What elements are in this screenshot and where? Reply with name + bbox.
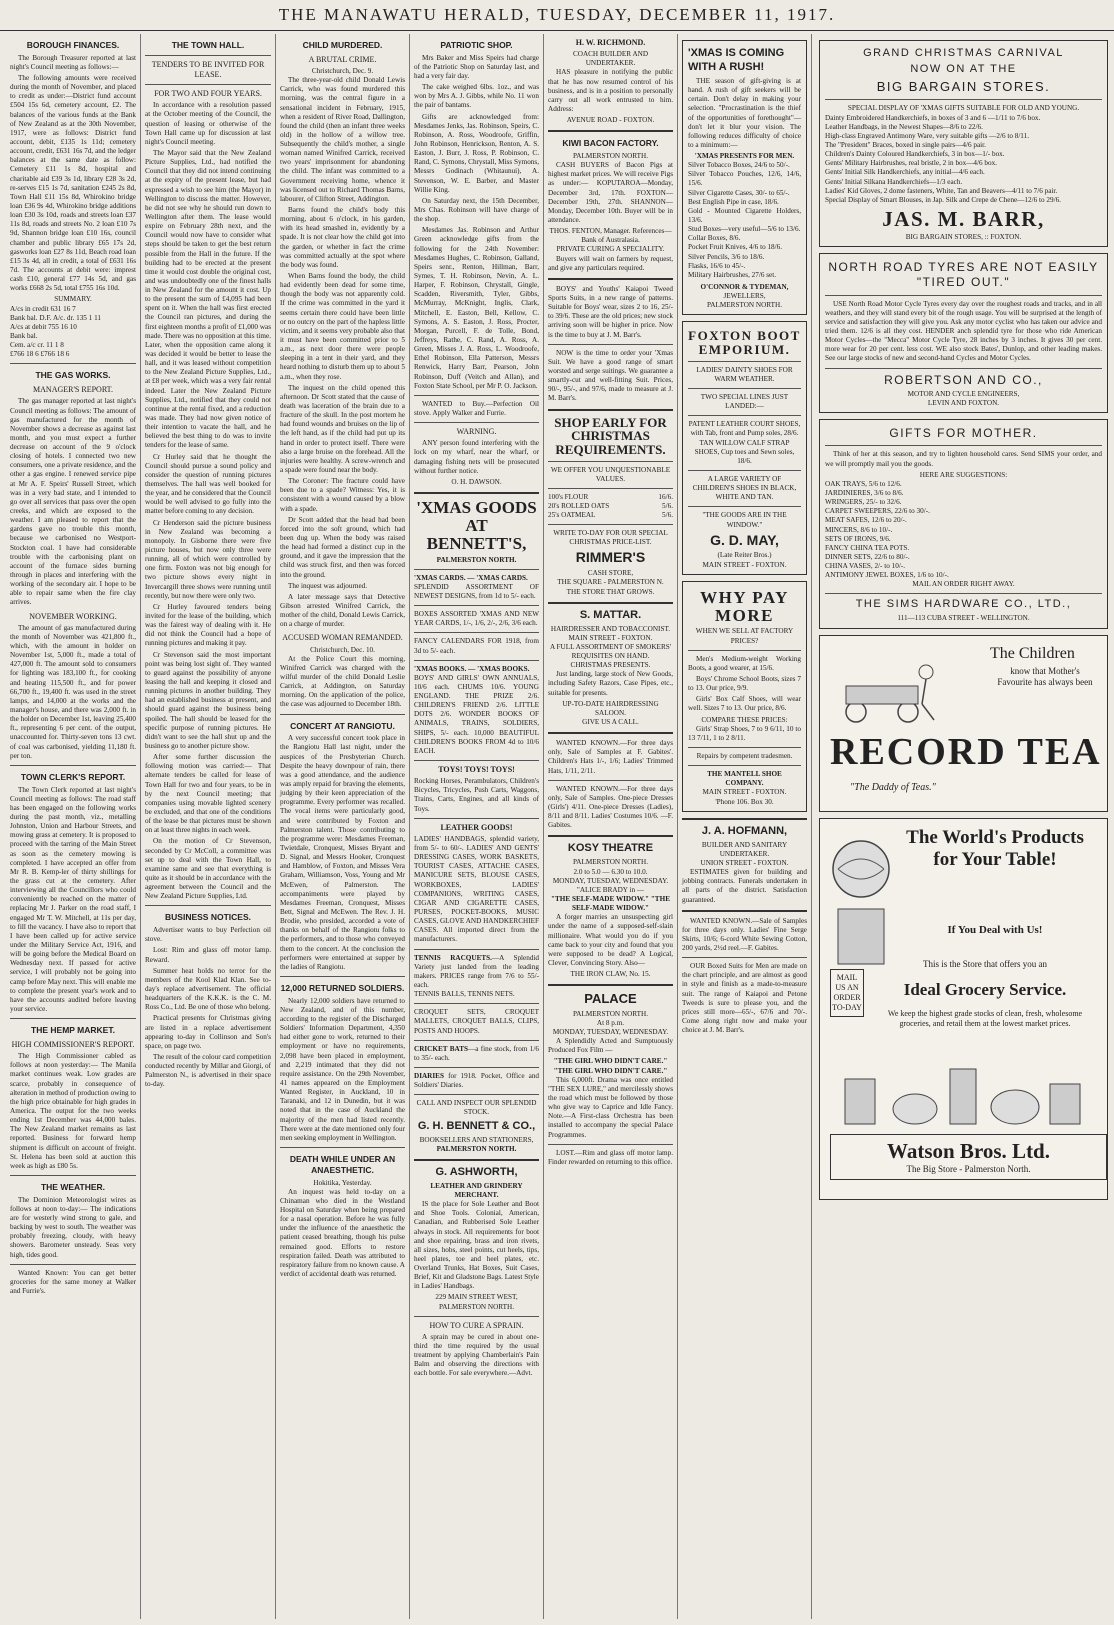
ashworth-address: 229 MAIN STREET WEST, PALMERSTON NORTH.	[435, 1293, 518, 1311]
summary-line: A/cs at debit 755 16 10	[10, 322, 77, 331]
headline-concert: CONCERT AT RANGIOTU.	[290, 720, 395, 731]
oconnor-heading: 'XMAS IS COMING WITH A RUSH!	[688, 47, 785, 73]
ad-subheading: TENNIS RACQUETS.	[414, 953, 492, 962]
bennett-ad-location: PALMERSTON NORTH.	[436, 555, 517, 564]
list-item: WRINGERS, 25/- to 32/6.	[825, 498, 902, 507]
article-text: After some further discussion the following motion was carried:— That alternate tenders be called for lease of Town Hall for two and four years, to be in by the next Council meeting; that companies using movable lighted scenery be excluded, and that one of the conditions of the lease be that pictures must be shown on at least three nights in each week.	[145, 753, 271, 835]
hofmann-address: UNION STREET - FOXTON.	[700, 858, 789, 867]
ad-subheading: CRICKET BATS	[414, 1044, 468, 1053]
oconnor-ad	[682, 40, 807, 315]
list-item: Flasks, 16/6 to 45/-.	[688, 261, 746, 270]
ad-text: CALL AND INSPECT OUR SPLENDID STOCK.	[416, 1099, 537, 1117]
classified-ad: WANTED to Buy.—Perfection Oil stove. Apply Walker and Furrie.	[414, 399, 539, 417]
rimmer-address: THE SQUARE - PALMERSTON N.	[557, 578, 664, 587]
ad-subheading: TOYS! TOYS! TOYS!	[438, 765, 515, 775]
kosy-star: "ALICE BRADY in —	[576, 885, 645, 894]
price-item: 25's OATMEAL	[548, 511, 596, 520]
article-text: The inquest was adjourned.	[288, 581, 368, 590]
hofmann-name: J. A. HOFMANN,	[701, 824, 788, 837]
rimmer-name: RIMMER'S	[575, 549, 646, 566]
article-text: Dr Scott added that the head had been forced into the soft ground, which had been dug up. When the body was raised the head had formed a distinct cup in the ground, and it gave the impression that the child was struck first, and then was forced into the ground.	[280, 515, 405, 579]
palace-time: At 8 p.m.	[596, 1018, 625, 1027]
children-cart-illustration	[826, 654, 946, 724]
palace-location: PALMERSTON NORTH.	[572, 1009, 649, 1018]
column-borough	[6, 34, 140, 1619]
list-item: Gents' Initial Silkana Handkerchiefs—1/3 each.	[825, 177, 963, 186]
gabites-ad: WANTED KNOWN.—For three days only, Sale of Samples. One-piece Dresses (Girls') 4/11. One-piece Dresses (Ladies), 8/11 and 8/11. Ladies' Costumes 10/6. —F. Gabites.	[548, 784, 673, 830]
mattar-text: Just landing, large stock of New Goods, including Safety Razors, Case Pipes, etc., suitable for presents.	[548, 670, 673, 697]
watson-sub: If You Deal with Us!	[947, 923, 1043, 936]
list-item: MINCERS, 8/6 to 10/-.	[825, 525, 893, 534]
north-road-text: USE North Road Motor Cycle Tyres every day over the roughest roads and tracks, and in all weathers, and they will stand every bit of the rough usage. You will be surprised at the length of service and satisfaction they will give you. Ask any motor cyclist who has taken our advice and tried them. 12/6 is all they cost. HENDER anch splendid tyre for those who ride American Motor Cycles—the "Mecca" Motor Cycle Tyre, 28 inches by 3 inches. It gives 30 per cent. more wear for 20 per cent. less cost. WE also stock Bates', Dunlop, and other leading makes. See our large stocks of new and second-hand Cycles and Motor Cycles.	[825, 299, 1102, 363]
oconnor-location: PALMERSTON NORTH.	[706, 301, 783, 310]
article-text: Mesdames Jas. Robinson and Arthur Green acknowledge gifts from the following for the 24th November: Mesdames Hughes, C. Robinson, Galland, Speirs senr., Renton, Hillman, Barr, Symes, T. H. Robinson, Nevin, A. L. Harper, F. Robinson, Chrystall, Gingle, Scadden, Riversmith, Tyler, Gibbs, McMurray, McKnight, Inglis, Clark, Mitchell, E. Easton, Bell, Kellow, C. Symons, A. S. Easton, J. Ross, Procter, Morgan, Purcell, F. de Tolle, Bond, Jeffreys, Rathe, C. Rand, A. Ross, A. Green, Misses J. A. Ross, L. Woodroofe, Ethel Robinson, Ella Patterson, Messrs Renwick, Harry Barr, Pearson, John Robinson, Duff (Veitch and Allan), and Foxton State School, per Mr P. O. Jackson.	[414, 226, 539, 390]
boot-text: "THE GOODS ARE IN THE WINDOW."	[702, 511, 787, 529]
barr-name: JAS. M. BARR,	[882, 206, 1045, 231]
article-text: The amount of gas manufactured during the month of November was 421,800 ft., which, with the amount in holder on November 1st, 5,000 ft., made a total of 427,000 ft. The amount sold to consumers for lighting was 183,100 ft., for cooking and heating 115,500 ft., and for power 66,700 ft., 19,400 ft. was used in the street lamps, and 14,000 at the works and the manager's house, and there was 2,000 ft. in the holder on December 1st, leaving 25,400 ft., representing 6 per cent. of the output, unaccounted for. Thirty-seven tons 13 cwt. of coal was carbonised, yielding 11,180 ft. per ton.	[10, 623, 136, 760]
globe-illustration	[826, 829, 896, 969]
boot-text: TWO SPECIAL LINES JUST LANDED:—	[700, 393, 789, 411]
palace-film: "THE GIRL WHO DIDN'T CARE." "THE GIRL WHO DIDN'T CARE."	[553, 1057, 668, 1075]
carnival-line: GRAND CHRISTMAS CARNIVAL	[863, 47, 1064, 59]
ad-text: BOYS' AND GIRLS' OWN ANNUALS, 10/6 each. CHUMS 10/6. YOUNG ENGLAND. THE PRIZE 2/6. CHILDREN'S FRIEND 2/6. LITTLE DOTS 2/6. WONDER BOOKS OF ANIMALS, TRAINS, SOLDIERS, SHIPS, 5/- each. 10,000 BEAUTIFUL CHILDREN'S BOOKS FROM 4d to 10/6 EACH.	[414, 673, 539, 755]
headline-patriotic-shop: PATRIOTIC SHOP.	[440, 40, 513, 50]
notice-text: Practical presents for Christmas giving are listed in a replace advertisement appearing to-day in Collinson and Son's space, on page two.	[145, 1014, 271, 1050]
headline-business-notices: BUSINESS NOTICES.	[165, 912, 251, 923]
record-tea-ad	[819, 635, 1108, 812]
list-item: Best English Pipe in case, 18/6.	[688, 197, 779, 206]
list-item: Gold - Mounted Cigarette Holders, 13/6.	[688, 206, 801, 225]
mantell-ad	[682, 581, 807, 812]
kosy-days: MONDAY, TUESDAY, WEDNESDAY.	[552, 876, 669, 885]
bennett-trade: BOOKSELLERS AND STATIONERS,	[419, 1135, 534, 1144]
list-item: Children's Dainty Coloured Handkerchiefs, 3 in box—1/- box.	[825, 150, 1005, 159]
sims-list	[825, 480, 1102, 581]
kosy-text: A forger marries an unsuspecting girl under the name of a supposed-self-slain millionaire. What would you do if you came back to your city and found that you were supposed to be dead? A Logical, Clever, Convincing Story. Also—	[548, 913, 673, 967]
article-text: Mrs Baker and Miss Speirs had charge of the Patriotic Shop on Saturday last, and had a very fair day.	[414, 53, 539, 81]
summary-line: Bank bal.	[10, 332, 38, 340]
ad-text: LADIES' HANDBAGS, splendid variety, from 5/- to 60/-. LADIES' AND GENTS' DRESSING CASES, WORK BASKETS, TOURIST CASES, ATTACHE CASES, MANICURE SETS, BLOUSE CASES, WORKBOXES, LADIES' COMPANIONS, WRITING CASES, CIGAR AND CIGARETTE CASES, PURSES, POCKET-BOOKS, MUSIC CASES, GLOVE AND HANDKERCHIEF CASES. All imported direct from the manufacturers.	[414, 834, 539, 944]
ad-text: BOXES ASSORTED 'XMAS AND NEW YEAR CARDS, 1/-, 1/6, 2/-, 2/6, 3/6 each.	[414, 610, 539, 628]
sims-heading: GIFTS FOR MOTHER.	[889, 426, 1038, 441]
oconnor-trade: JEWELLERS,	[723, 292, 766, 301]
palace-text: This 6,000ft. Drama was once entitled "THE SEX LURE," and mercilessly shows the road which must be followed by those who give way to Caprice and Idle Fancy. Note.—A First-class Orchestra has been installed to accompany the special Palace Programmes.	[548, 1075, 673, 1139]
hofmann-trade: BUILDER AND SANITARY UNDERTAKER.	[701, 840, 788, 858]
richmond-name: H. W. RICHMOND.	[575, 38, 646, 47]
palace-days: MONDAY, TUESDAY, WEDNESDAY.	[552, 1028, 669, 1037]
watson-logo-box	[830, 1134, 1107, 1180]
rimmer-headline: SHOP EARLY FOR CHRISTMAS REQUIREMENTS.	[554, 414, 667, 457]
sims-name: THE SIMS HARDWARE CO., LTD.,	[855, 598, 1072, 611]
kiwi-text: PRIVATE CURING A SPECIALITY.	[556, 245, 665, 254]
ad-text: SPLENDID ASSORTMENT OF NEWEST DESIGNS, from 1d to 5/- each.	[414, 582, 539, 600]
article-text: Cr Hurley favoured tenders being invited for the lease of the building, which was the fairest way of dealing with it. He did not think the Council had a hope of running pictures and making it pay.	[145, 602, 271, 648]
mantell-name: THE MANTELL SHOE COMPANY.	[707, 770, 782, 788]
record-text: know that Mother's Favourite has always been	[997, 665, 1093, 688]
list-item: Military Hairbrushes, 27/6 set.	[688, 270, 777, 279]
list-item: DINNER SETS, 22/6 to 80/-.	[825, 552, 910, 561]
column-richmond-kiwi	[543, 34, 677, 1619]
list-item: JARDINIERES, 3/6 to 8/6.	[825, 488, 904, 497]
list-item: MEAT SAFES, 12/6 to 20/-.	[825, 516, 907, 525]
lost-notice: LOST.—Rim and glass off motor lamp. Finder rewarded on returning to this office.	[548, 1148, 673, 1166]
headline-hemp-market: THE HEMP MARKET.	[31, 1025, 115, 1036]
sims-text: Think of her at this season, and try to lighten household cares. Send SIMS your order, and we will promptly mail you the goods.	[825, 450, 1102, 468]
ashworth-text: IS the place for Sole Leather and Boot and Shoe Tools. Colonial, American, Canadian, and Rubberised Sole Leather always in stock. All requirements for boot and shoe repairing, brass and iron rivets, all sizes, hobs, steel points, cut heels, tips, heel plates, toe and heel plates, etc. Overland Trunks, Hat Boxes, Suit Cases, Brief, Kit and Gladstone Bags. Latest Style in Ladies' Handbags.	[414, 1200, 539, 1291]
mantell-text: Repairs by competent tradesmen.	[696, 751, 793, 760]
column-display-ads	[811, 34, 1108, 1619]
article-text: On Saturday next, the 15th December, Mrs Chas. Robinson will have charge of the shop.	[414, 196, 539, 224]
robertson-trade: MOTOR AND CYCLE ENGINEERS,	[907, 389, 1020, 398]
watson-address: The Big Store - Palmerston North.	[906, 1164, 1031, 1175]
ad-subheading: 'XMAS CARDS. — 'XMAS CARDS.	[414, 573, 528, 582]
oconnor-sub: 'XMAS PRESENTS FOR MEN.	[694, 152, 795, 161]
list-item: CHINA VASES, 2/- to 10/-.	[825, 562, 906, 571]
boot-emporium-heading: FOXTON BOOT EMPORIUM.	[688, 328, 801, 358]
oconnor-name: O'CONNOR & TYDEMAN,	[700, 283, 789, 292]
headline-weather: THE WEATHER.	[40, 1181, 106, 1192]
article-text: Cr Henderson said the picture business in New Zealand was becoming a monopoly. In Gisborne there were five picture houses, but now only three were running, all of which were controlled by one firm. Foxton was not big enough for two picture shows every night in Invercargill three shows were running until recently, but now there were only two.	[145, 518, 271, 600]
list-item: Stud Boxes—very useful—5/6 to 13/6.	[688, 225, 801, 234]
article-text: Barns found the child's body this morning, about 6 o'clock, in his garden, with its head smashed in, evidently by a spade. It is not clear how the child got into the garden, or whether in fact the crime was committed actually at the spot where the body was found.	[280, 206, 405, 269]
kiwi-location: PALMERSTON NORTH.	[572, 152, 649, 161]
column-town-hall	[140, 34, 275, 1619]
gabites-ad: WANTED KNOWN.—Sale of Samples for three days only. Ladies' Fine Serge Skirts, 10/6; 6-cord White Sewing Cotton, 200 yards, 2½d reel.—F. Gabites.	[682, 916, 807, 953]
list-item: OAK TRAYS, 5/6 to 12/6.	[825, 479, 902, 488]
masthead: THE MANAWATU HERALD, TUESDAY, DECEMBER 11, 1917.	[0, 0, 1114, 31]
ad-text: —A Splendid Variety just landed from the leading makers. PRICES range from 7/6 to 55/- each.	[414, 953, 539, 990]
gd-may-name: G. D. MAY,	[710, 531, 779, 548]
article-text: Gifts are acknowledged from: Mesdames Jenks, Jas. Robinson, Speirs, C. Robinson, A. Ross, Woodroofe, Griffin, John Robinson, Henrickson, Renton, A. S. Easton, J. Burr, J. Ross, P. Robinson, C. Rand, C. Symons, Chrystall, Miss Symons, Messrs Godinach (Whitaunui), A. Stevenson, W. E. Barber, and Master Willie King.	[414, 112, 539, 194]
hofmann-text: ESTIMATES given for building and jobbing contracts. Funerals undertaken in all parts of the district. Satisfaction guaranteed.	[682, 868, 807, 904]
bennett-ad-title: 'XMAS GOODS AT BENNETT'S,	[416, 497, 537, 553]
notice-text: The result of the colour card competition conducted recently by Millar and Giorgi, of Palmerston N., is advertised in their space to-day.	[145, 1052, 271, 1089]
subheadline: MANAGER'S REPORT.	[33, 385, 113, 395]
article-text: On the motion of Cr Stevenson, seconded by Cr McColl, a committee was set up to deal with the Town Hall, to examine same and see that everything is quite as it should be in accordance with the agreement between the Council and the New Zealand Picture Supplies, Ltd.	[145, 837, 271, 901]
mantell-text: Girls' Box Calf Shoes, will wear well. Sizes 7 to 13. Our price, 8/6.	[688, 695, 801, 713]
watson-mail-order: MAIL US AN ORDER TO-DAY	[830, 969, 864, 1018]
sims-mail: MAIL AN ORDER RIGHT AWAY.	[912, 580, 1015, 589]
barr-carnival-ad	[819, 40, 1108, 247]
list-item: CARPET SWEEPERS, 22/6 to 30/-.	[825, 507, 930, 516]
kosy-times: 2.0 to 5.0 — 6.30 to 10.0.	[573, 867, 648, 876]
record-tea-logo: RECORD TEA	[830, 730, 1102, 773]
list-item: Silver Pencils, 3/6 to 18/6.	[688, 252, 765, 261]
rimmer-sub: WE OFFER YOU UNQUESTIONABLE VALUES.	[550, 465, 671, 483]
price-row	[548, 511, 673, 520]
column-child-murdered	[275, 34, 409, 1619]
sprain-text: A sprain may be cured in about one-third the time required by the usual treatment by applying Chamberlain's Pain Balm and observing the directions with each bottle. For sale everywhere.—Advt.	[414, 1332, 539, 1378]
article-text: A later message says that Detective Gibson arrested Winifred Carrick, the mother of the child, Donald Lewis Carrick, on a charge of murder.	[280, 592, 405, 629]
rimmer-tagline: THE STORE THAT GROWS.	[566, 587, 655, 596]
gd-may-address: MAIN STREET - FOXTON.	[702, 560, 787, 569]
robertson-name: ROBERTSON AND CO.,	[884, 372, 1043, 387]
price-value: 5/6.	[662, 511, 673, 520]
kiwi-text: Buyers will wait on farmers by request, and give any particulars required.	[548, 254, 673, 272]
subheadline: FOR TWO AND FOUR YEARS.	[154, 89, 262, 99]
headline-returned-soldiers: 12,000 RETURNED SOLDIERS.	[280, 982, 405, 993]
kosy-location: PALMERSTON NORTH.	[572, 858, 649, 867]
list-item: Silver Tobacco Boxes, 24/6 to 50/-.	[688, 161, 790, 170]
palace-text: A Splendidly Acted and Sumptuously Produced Fox Film —	[548, 1037, 673, 1055]
ad-subheading: LEATHER GOODS!	[440, 822, 513, 832]
sprain-heading: HOW TO CURE A SPRAIN.	[429, 1320, 524, 1330]
summary-line: Bank bal. D.F. A/c. dr. 135 1 11	[10, 313, 101, 322]
list-item: Special Display of Smart Blouses, in Jap. Silk and Crepe de Chene—12/6 to 29/6.	[825, 195, 1061, 204]
mattar-text: A FULL ASSORTMENT OF SMOKERS' REQUISITES ON HAND.	[549, 642, 672, 661]
ashworth-name: G. ASHWORTH,	[435, 1165, 518, 1178]
record-tagline: "The Daddy of Teas."	[850, 781, 936, 793]
carnival-line: BIG BARGAIN STORES.	[876, 78, 1051, 94]
article-text: The High Commissioner cabled as follows at noon yesterday:— The Manila market continues weak. Low grades are scarce, probably in consequence of alteration in method of production owing to the high price obtainable for high grades in America. The output for the two weeks ending 1st December was 44,000 bales. The New Zealand market remains as last reported. Business for forward hemp shipment is difficult on account of freight. St. Helena has been sold at auction this week as high as £80 5s.	[10, 1052, 136, 1170]
summary-line: A/cs in credit 631 16 7	[10, 304, 76, 313]
mantell-sub: WHEN WE SELL AT FACTORY PRICES?	[695, 627, 794, 645]
carnival-line: NOW ON AT THE	[910, 62, 1017, 75]
article-text: The Coroner: The fracture could have been due to a spade? Witness: Yes, it is consistent with a wound caused by a blow with a spade.	[280, 477, 405, 513]
list-item: High-class Engraved Antimony Ware, very suitable gifts —2/6 to 8/11.	[825, 131, 1030, 140]
headline-gas-works: THE GAS WORKS.	[35, 370, 111, 381]
ad-text: TENNIS BALLS, TENNIS NETS.	[414, 990, 515, 999]
dateline: Christchurch, Dec. 10.	[310, 645, 375, 654]
barr-boys-ad: BOYS' and Youths' Kaiapoi Tweed Sports Suits, in a new range of patterns. Suitable for Boys' wear, sizes 2 to 16, 25/- to 39/6. These are the old prices; new stock arriving soon will be higher in price. Now is the time to buy at J. M. Barr's.	[548, 284, 673, 339]
list-item: SETS OF IRONS, 9/6.	[825, 534, 891, 543]
boot-text: A LARGE VARIETY OF CHILDREN'S SHOES IN BLACK, WHITE AND TAN.	[692, 475, 797, 502]
watson-name: Watson Bros. Ltd.	[887, 1138, 1050, 1163]
list-item: Ladies' Kid Gloves, 2 dome fasteners, White, Tan and Beavers—4/11 to 7/6 pair.	[825, 186, 1058, 195]
richmond-address: AVENUE ROAD - FOXTON.	[566, 116, 655, 125]
watson-text: This is the Store that offers you an	[922, 958, 1048, 969]
oconnor-list	[688, 161, 801, 280]
mattar-address: MAIN STREET - FOXTON.	[568, 633, 653, 642]
subheadline: NOVEMBER WORKING.	[29, 611, 117, 621]
boot-emporium-ad	[682, 321, 807, 574]
article-text: The three-year-old child Donald Lewis Carrick, who was found murdered this morning, was the central figure in a sensational incident in February, 1915, when a resident of River Road, Dallington, found the child (then an infant three weeks old) in the hollow of a willow tree. Subsequently the child's mother, a single woman named Winifred Carrick, received two years' imprisonment for abandoning the child. The infant was committed to a Government receiving home, whence it was licensed out to Richard Thomas Barns, labourer, of Clifton Street, Addington.	[280, 76, 405, 203]
kiwi-text: CASH BUYERS of Bacon Pigs at highest market prices. We will receive Pigs as under:— KOPUTAROA—Monday, December 3rd, 17th. FOXTON—December 19th, 27th. SHANNON—Monday, December 10th. Buyer will be in attendance.	[548, 161, 673, 225]
ad-text: CROQUET SETS, CROQUET MALLETS, CROQUET BALLS, CLIPS, POSTS AND HOOPS.	[414, 1008, 539, 1035]
headline-town-hall: THE TOWN HALL.	[171, 40, 245, 50]
barr-suit-ad: NOW is the time to order your 'Xmas Suit. We have a good range of smart worsted and serge suitings. We guarantee a smartly-cut and well-fitting Suit. Prices, 90/-, 95/-, and 97/6, made to measure at J. M. Barr's.	[548, 348, 673, 403]
boot-text: LADIES' DAINTY SHOES FOR WARM WEATHER.	[696, 365, 793, 383]
subheadline: HIGH COMMISSIONER'S REPORT.	[11, 1039, 135, 1049]
article-text: The following amounts were received during the month of November, and placed to credit as under:—District fund account £504 15s 6d, cemetery account, £2. The balances of the various funds at the Bank of New Zealand as at the 30th November, 1917, were as follows: District fund account, debit, £135 1s 11d; cemetery account, credit, £631 16s 7d, and the ledger balances at the same date as follow: Cemetery £11 1s 8d, hospital and charitable aid £39 3s 1d, library £28 3s 2d, re-serves £15 1s 7d, sanitation £245 2s 8d, Town Hall £11 15s 8d, Whirokino bridge loan £36 9s 4d, Whirokino bridge additions loan £30 3s 10d, roads and streets loan £37 11s 8d, roads and streets No. 2 loan £10 7s 9d, Shannon bridge loan £10 16s, council chamber and public library £65 17s 2d, gasworks loan £27 8s 11d, Beach road loan £15 3s 4d, all in credit, a total of £631 16s 7d. The accounts at debit were: imprest cash £10, general £77 14s 5d, and gas works £668 2s 5d, total £755 16s 10d.	[10, 74, 136, 293]
mantell-text: Boys' Chrome School Boots, sizes 7 to 13. Our price, 9/9.	[688, 675, 801, 693]
subheadline: A BRUTAL CRIME.	[308, 54, 377, 64]
mantell-text: COMPARE THESE PRICES:	[701, 715, 788, 724]
summary-heading: SUMMARY.	[54, 295, 92, 304]
mattar-text: UP-TO-DATE HAIRDRESSING SALOON.	[562, 699, 659, 717]
price-row	[548, 493, 673, 502]
price-item: 20's ROLLED OATS	[548, 501, 610, 510]
notice-text: Wanted Known: You can get better groceries for the same money at Walker and Furrie's.	[10, 1268, 136, 1295]
kiwi-signature: THOS. FENTON, Manager. References—Bank of Australasia.	[549, 227, 672, 245]
notice-text: Summer heat holds no terror for the members of the Kool Klad Klan. See to-day's replace advertisement. The official headquarters of the K.K.K. is the C. M. Ross Co., Ltd. Be one of those who belong.	[145, 966, 271, 1012]
ad-subheading: DIARIES	[414, 1072, 444, 1081]
ad-subheading: 'XMAS BOOKS. — 'XMAS BOOKS.	[414, 664, 530, 673]
gabites-ad: WANTED KNOWN.—For three days only, Sale of Samples at F. Gabites'. Children's Hats 1/-, 1/6; Ladies' Trimmed Hats, 1/11, 2/11.	[548, 739, 673, 775]
dateline: Hokitika, Yesterday.	[313, 1178, 372, 1187]
ad-text: for 1918. Pocket, Office and Soldiers' Diaries.	[414, 1072, 540, 1090]
dateline: Christchurch, Dec. 9.	[311, 66, 374, 75]
warning-text: ANY person found interfering with the lock on my wharf, near the wharf, or damaging fishing nets will be prosecuted without further notice.	[414, 439, 539, 475]
sims-sub: HERE ARE SUGGESTIONS:	[919, 470, 1008, 479]
mantell-text: Men's Medium-weight Working Boots, a good wearer, at 15/6.	[688, 654, 801, 672]
ad-text: Rocking Horses, Perambulators, Children's Bicycles, Tricycles, Push Carts, Waggons, Trains, Carts, Engines, and all kinds of Toys.	[414, 777, 539, 813]
mattar-trade: HAIRDRESSER AND TOBACCONIST.	[550, 624, 671, 633]
ashworth-trade: LEATHER AND GRINDERY MERCHANT.	[430, 1181, 523, 1199]
list-item: Leather Handbags, in the Newest Shapes—8/6 to 22/6.	[825, 122, 983, 131]
subheadline: ACCUSED WOMAN REMANDED.	[282, 633, 403, 643]
kiwi-heading: KIWI BACON FACTORY.	[562, 138, 659, 149]
carnival-sub: SPECIAL DISPLAY OF 'XMAS GIFTS SUITABLE FOR OLD AND YOUNG.	[847, 104, 1080, 113]
price-value: 16/6.	[658, 492, 673, 501]
sims-address: 111—113 CUBA STREET - WELLINGTON.	[897, 614, 1030, 623]
watson-text: We keep the highest grade stocks of clean, fresh, wholesome groceries, and retail them at the lowest market prices.	[887, 1008, 1083, 1028]
barr-tag: BIG BARGAIN STORES, :: FOXTON.	[905, 233, 1022, 242]
richmond-trade: COACH BUILDER AND UNDERTAKER.	[572, 50, 649, 68]
price-row	[548, 502, 673, 511]
warning-signature: O. H. DAWSON.	[451, 477, 502, 486]
watson-bros-ad	[819, 818, 1108, 1200]
list-item: Silver Cigarette Cases, 30/- to 65/-.	[688, 188, 790, 197]
list-item: ANTIMONY JEWEL BOXES, 1/6 to 10/-.	[825, 571, 949, 580]
notice-text: Lost: Rim and glass off motor lamp. Reward.	[145, 946, 271, 964]
bennett-name: G. H. BENNETT & CO.,	[417, 1119, 536, 1132]
kosy-heading: KOSY THEATRE	[567, 842, 654, 855]
carnival-list	[825, 114, 1102, 205]
article-text: The Town Clerk reported at last night's Council meeting as follows: The road staff has been engaged on the following works during the past month, viz., metalling Johnston, Union and Harbour Streets, and mowing grass at cemetery. It is proposed to proceed with the tarring of the Main Street as soon as the cemetery mowing is completed. I have accepted an offer from Mr R. B. Kemp-ler of thirty shillings for the grass cut at the cemetery. After interviewing all the Councillors who could conveniently be reached on the matter of replacing Mr J. Parker on the road staff, I engaged Mr T. W. Mitchell, at 11s per day, to fill the vacancy. I have also to report that I have been called up for active service under the Military Service Act, 1916, and will be going before the Medical Board on Wednesday next. If passed for active service, I will probably not be going into camp before May next. This will enable me to complete the present year's work and to have the accounts audited before leaving your service.	[10, 785, 136, 1014]
summary-line: Cem. a/c cr. 11 1 8	[10, 341, 64, 350]
watson-service: Ideal Grocery Service.	[903, 979, 1067, 999]
article-text: At the Police Court this morning, Winifred Carrick was charged with the wilful murder of the child Donald Leslie Carrick, at Addington, on Saturday morning. On the application of the police, the case was adjourned to December 18th.	[280, 654, 405, 709]
list-item: Pocket Fruit Knives, 4/6 to 18/6.	[688, 243, 783, 252]
article-text: The gas manager reported at last night's Council meeting as follows: The amount of gas manufactured for the month of November shows a decrease as against last month, and you must expect a further decrease on account of the 9 o'clock closing of hotels. I connected two new consumers, one a private residence, and the other a gas engine. I renewed service pipe at Mr A. F. Speirs' Russell Street, which was in a very bad state, and I intended to go over all services that pass over the open creeks, and which are exposed to the weather. I am pleased to report that the gardens gave no trouble this month, because we carbonised no Westport-Stockton coal. I have had considerable trouble with the carbonising plant on account of the furnace sides burning through in places and interfering with the working of the secondary air. I hope to be able to repair same when the fire clay arrives.	[10, 397, 136, 607]
headline-town-clerk: TOWN CLERK'S REPORT.	[20, 771, 126, 782]
headline-death-anaesthetic: DEATH WHILE UNDER AN ANAESTHETIC.	[289, 1153, 396, 1175]
rimmer-sub: CASH STORE,	[587, 569, 634, 578]
rimmer-write: WRITE TO-DAY FOR OUR SPECIAL CHRISTMAS PRICE-LIST.	[553, 529, 668, 547]
article-text: An inquest was held to-day on a Chinaman who died in the Westland Hospital on Saturday when being prepared for a nasal operation. Before he was fully under the influence of the anaesthetic the patient ceased breathing, though his pulse remained good. Efforts to restore respiration failed. Death was attributed to respiratory failure from no known cause. A verdict of accidental death was returned.	[280, 1187, 405, 1278]
kosy-also: THE IRON CLAW, No. 15.	[570, 970, 651, 979]
list-item: Gents' Initial Silk Handkerchiefs, any initial—4/6 each.	[825, 168, 985, 177]
robertson-location: LEVIN AND FOXTON.	[927, 399, 1000, 407]
watson-heading: The World's Products for Your Table!	[906, 826, 1084, 871]
mattar-text: GIVE US A CALL.	[582, 718, 639, 727]
list-item: Collar Boxes, 8/6.	[688, 234, 741, 243]
list-item: Gents' Military Hairbrushes, real bristle, 2 in box—4/6 box.	[825, 159, 997, 168]
boot-text: TAN WILLOW CALF STRAP SHOES, Cup toes and Sewn soles, 18/6.	[694, 438, 795, 465]
article-text: Cr Hurley said that he thought the Council should pursue a sound policy and consider the question of running pictures themselves. The hall was well booked for the year, and he considered that the Council would be well advised to go fully into the matter before coming to any decision.	[145, 452, 271, 516]
article-text: The Borough Treasurer reported at last night's Council meeting as follows:—	[10, 53, 136, 71]
notice-text: Advertiser wants to buy Perfection oil stove.	[145, 926, 271, 944]
record-heading: The Children	[990, 644, 1075, 662]
ad-text: FANCY CALENDARS FOR 1918, from 3d to 5/- each.	[414, 637, 539, 655]
article-text: The inquest on the child opened this afternoon. Dr Scott stated that the cause of death was laceration of the brain due to a fracture of the skull. In the post mortem he had found wounds and bruises on the lip of the left hand, as if the child had put up its hand in order to protect itself. There were also a large bruise on the forehead. All the injuries were healthy. A screw-wrench and a spade were found near the body.	[280, 383, 405, 474]
list-item: Silver Tobacco Pouches, 12/6, 14/6, 15/6.	[688, 170, 801, 188]
list-item: The "President" Braces, boxed in single pairs—4/6 pair.	[825, 141, 986, 149]
barr-suit-ad: OUR Boxed Suits for Men are made on the chart principle, and are almost as good in style and finish as a made-to-measure suit. The range of Kaiapoi and Petone Tweeds is sure to please you, and the prices still more—65/-, 67/6 and 70/-. Come along right now and make your choice at J. M. Barr's.	[682, 962, 807, 1035]
mattar-text: CHRISTMAS PRESENTS.	[570, 661, 651, 670]
mantell-heading: WHY PAY MORE	[700, 587, 789, 625]
sims-ad	[819, 419, 1108, 628]
mantell-phone: 'Phone 106. Box 30.	[715, 797, 774, 806]
article-text: In accordance with a resolution passed at the October meeting of the Council, the question of leasing or otherwise of the Town Hall came up for discussion at last night's Council meeting.	[145, 101, 271, 146]
bennett-location: PALMERSTON NORTH.	[436, 1144, 517, 1153]
groceries-illustration	[835, 1059, 1095, 1129]
list-item: Dainty Embroidered Handkerchiefs, in boxes of 3 and 6 —1/11 to 7/6 box.	[825, 113, 1041, 122]
mantell-text: Girls' Strap Shoes, 7 to 9 6/11, 10 to 13 7/11, 1 to 2 8/11.	[688, 724, 801, 742]
article-text: The cake weighed 6lbs. 1oz., and was won by Mrs A. J. Gibbs, while No. 11 won the pair of bantams.	[414, 83, 539, 110]
mattar-name: S. MATTAR.	[579, 608, 642, 621]
column-patriotic-bennett	[409, 34, 543, 1619]
mantell-address: MAIN STREET - FOXTON.	[702, 788, 787, 797]
north-road-ad	[819, 253, 1108, 413]
palace-heading: PALACE	[584, 991, 637, 1007]
north-road-heading: NORTH ROAD TYRES ARE NOT EASILY "TIRED OUT."	[828, 260, 1099, 290]
list-item: FANCY CHINA TEA POTS.	[825, 543, 910, 552]
headline-child-murdered: CHILD MURDERED.	[302, 40, 383, 50]
article-text: The Dominion Meteorologist wires as follows at noon to-day:— The indications are for westerly wind strong to gale, and backing by west to south. The weather was probably freezing, cloudy, with heavy showers. Barometer unsteady. Seas very high, tides good.	[10, 1195, 136, 1259]
subheadline: TENDERS TO BE INVITED FOR LEASE.	[151, 59, 265, 79]
gd-may-sub: (Late Reiter Bros.)	[717, 551, 772, 560]
richmond-text: HAS pleasure in notifying the public that he has now resumed control of his business, and is in a position to personally carry out all work entrusted to him. Address:	[548, 68, 673, 113]
price-item: 100's FLOUR	[548, 492, 589, 501]
article-text: The Mayor said that the New Zealand Picture Supplies, Ltd., had notified the Council that they did not intend continuing at the expiry of the present lease, but had expressed a wish to see him (the Mayor) in Wellington to discuss the matter. However, he did not see why he should run down to Wellington after them. The lease would expire on February 28th next, and the Council would now have to consider what steps should be taken to get the best return possible from the Hall in the future. If the building had to be erected at the present time it would cost double the original cost, and was undoubtedly one of the finest halls in New Zealand for the amount it cost. Up to the present the sum of £4,095 had been spent on it. When the hall was first erected the Council ran pictures, and during the first eighteen months a profit of £1,000 was made. There was no opposition at this time. Later, when the opposition came along it was decided it would be better to lease the hall, and it was leased without competition to the New Zealand Picture Supplies, Ltd., at £8 per week, which was a very fair rental indeed. Later the New Zealand Picture Supplies, Ltd., notified that they could not continue at the rental fixed, and a reduction was made. They had now given notice of their intention to vacate the hall, and he believed the best thing to do was to invite tenders for the lease of same.	[145, 148, 271, 450]
price-value: 5/6.	[662, 501, 673, 510]
price-list	[548, 493, 673, 520]
summary-total: £766 18 6 £766 18 6	[10, 350, 70, 359]
article-text: A very successful concert took place in the Rangiotu Hall last night, under the auspices of the Presbyterian Church. Despite the heavy downpour of rain, there was a good attendance, and the audience was amply repaid for braving the elements, judging by their keen appreciation of the programme. Every performer was recalled. The vocal items were particularly good, and were contributed by Foxton and Palmerston talent. Those contributing to the programme were: Mesdames Freeman, Twietdale, Cronquest, Misses Bryant and D. Signal, and Messrs Hooker, Cronquest and Hamblow, of Foxton, and Misses Vera Graham, Williamson, Voss, Young and Mr McEwen, of Palmerston. The accompaniments were played by Mesdames Freeman, Cronquest, Misses Bett, Signal and McEwen. The Rev. J. H. Brodie, who presided, accorded a vote of thanks on behalf of the Rangiotu folks to the performers, and to those who conveyed them to the concert. At the conclusion the performers were entertained at supper by the ladies of Rangiotu.	[280, 734, 405, 971]
ad-text: —a fine stock, from 1/6 to 35/- each.	[414, 1044, 539, 1062]
article-text: Nearly 12,000 soldiers have returned to New Zealand, and of this number, according to the register of the Discharged Soldiers' Information Department, 4,350 had either gone to work, returned to their employment or have no requirements, 2,098 have been placed in employment, and 2,219 intimated that they did not require assistance. On the 29th November, 41 names appeared on the Employment Wanted Register, in Auckland, 10 in Taranaki, and 12 in Dunedin, but it was noted that in the case of Auckland the majority of the men had listed recently. There were at the date mentioned only four men seeking employment in Wellington.	[280, 996, 405, 1142]
boot-text: PATENT LEATHER COURT SHOES, with Tab, front and Pump soles, 28/6.	[688, 420, 801, 438]
warning-heading: WARNING.	[456, 427, 497, 437]
kosy-film: "THE SELF-MADE WIDOW." "THE SELF-MADE WIDOW."	[550, 894, 670, 913]
oconnor-text: THE season of gift-giving is at hand. A rush of gift seekers will be certain. Don't delay in making your selection. "Procrastination is the thief of the opportunities of forethought"—don't let it blur your vision. The following reduces difficulty of choice to a minimum:—	[688, 76, 801, 149]
column-oconnor-boot	[677, 34, 811, 1619]
article-text: When Barns found the body, the child had evidently been dead for some time, though the body was not apparently cold. If the crime was committed in the yard it seems certain there could have been little or no outcry on the part of the hapless little victim, and it seems very probable also that it must have been committed prior to 5 a.m., as next door there were people sleeping in a tent in their yard, and they heard nothing to disturb them up to about 5 a.m., when they rose.	[280, 272, 405, 381]
article-text: Cr Stevenson said the most important point was being lost sight of. They wanted to guard against the possibility of anyone leasing the hall and keeping it closed and running pictures in another building. They had an established business at present, and should guard against the business being spoiled. The hall should be leased for the specific purpose of running pictures. He didn't want to see the hall shut up and the business go to another picture show.	[145, 650, 271, 750]
headline-borough-finances: BOROUGH FINANCES.	[26, 40, 120, 50]
